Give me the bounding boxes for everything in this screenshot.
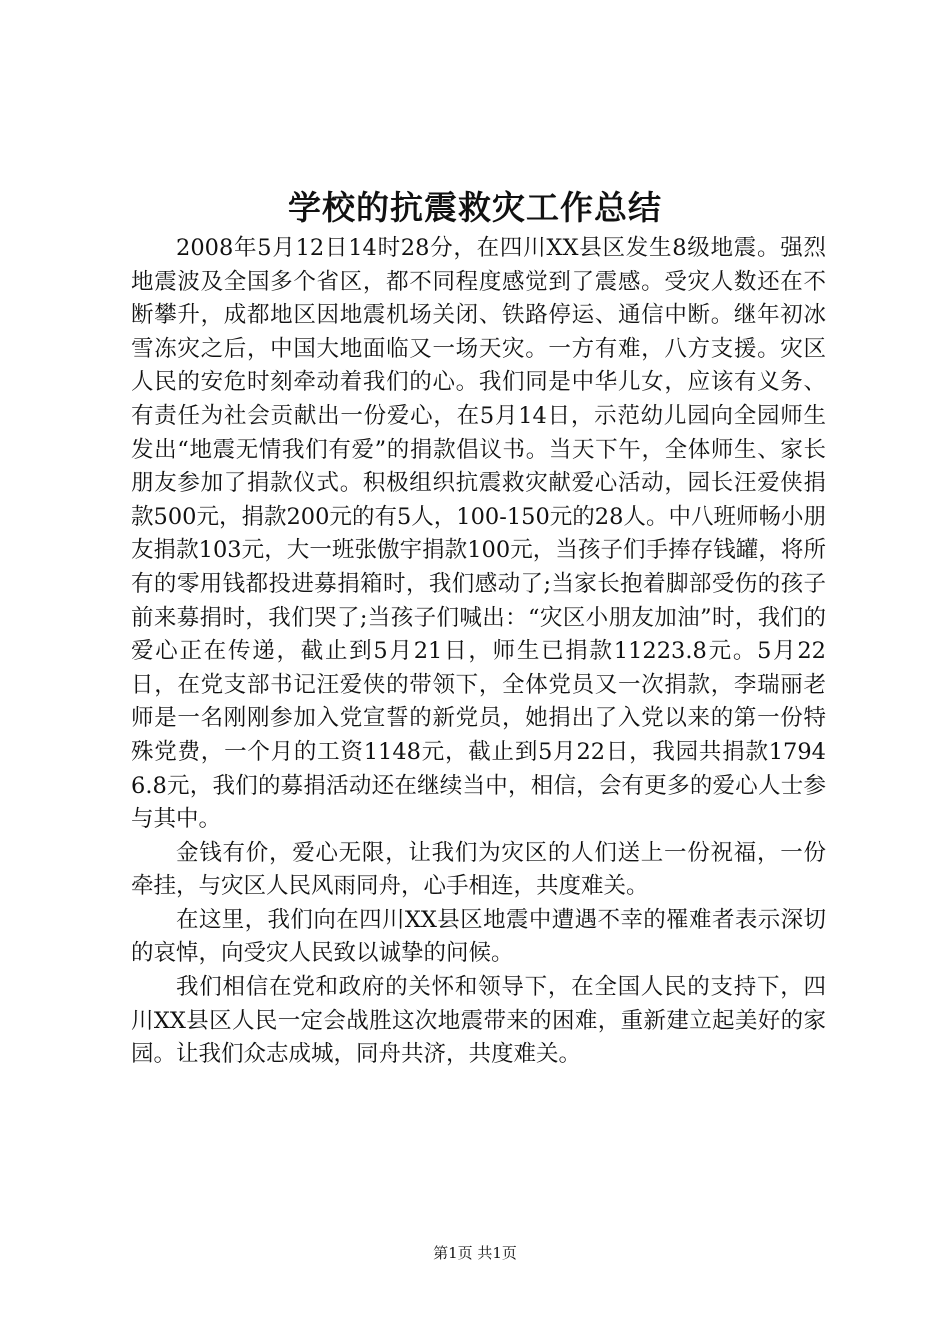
paragraph-3: 在这里，我们向在四川XX县区地震中遭遇不幸的罹难者表示深切的哀悼，向受灾人民致以诚挚的问候。 [131, 906, 826, 967]
paragraph-2: 金钱有价，爱心无限，让我们为灾区的人们送上一份祝福，一份牵挂，与灾区人民风雨同舟，心手相连，共度难关。 [131, 839, 826, 900]
document-body [131, 232, 826, 1072]
page-footer: 第1页 共1页 [433, 1244, 517, 1262]
paragraph-1: 2008年5月12日14时28分，在四川XX县区发生8级地震。强烈地震波及全国多个省区，都不同程度感觉到了震感。受灾人数还在不断攀升，成都地区因地震机场关闭、铁路停运、通信中断。继年初冰雪冻灾之后，中国大地面临又一场天灾。一方有难，八方支援。灾区人民的安危时刻牵动着我们的心。我们同是中华儿女，应该有义务、有责任为社会贡献出一份爱心，在5月14日，示范幼儿园向全园师生发出“地震无情我们有爱”的捐款倡议书。当天下午，全体师生、家长朋友参加了捐款仪式。积极组织抗震救灾献爱心活动，园长汪爱侠捐款500元，捐款200元的有5人，100-150元的28人。中八班师畅小朋友捐款103元，大一班张傲宇捐款100元，当孩子们手捧存钱罐，将所有的零用钱都投进募捐箱时，我们感动了;当家长抱着脚部受伤的孩子前来募捐时，我们哭了;当孩子们喊出：“灾区小朋友加油”时，我们的爱心正在传递，截止到5月21日，师生已捐款11223.8元。5月22日，在党支部书记汪爱侠的带领下，全体党员又一次捐款，李瑞丽老师是一名刚刚参加入党宣誓的新党员，她捐出了入党以来的第一份特殊党费，一个月的工资1148元，截止到5月22日，我园共捐款17946.8元，我们的募捐活动还在继续当中，相信，会有更多的爱心人士参与其中。 [131, 235, 826, 833]
document-title: 学校的抗震救灾工作总结 [288, 188, 662, 227]
paragraph-4: 我们相信在党和政府的关怀和领导下，在全国人民的支持下，四川XX县区人民一定会战胜这次地震带来的困难，重新建立起美好的家园。让我们众志成城，同舟共济，共度难关。 [131, 974, 826, 1068]
